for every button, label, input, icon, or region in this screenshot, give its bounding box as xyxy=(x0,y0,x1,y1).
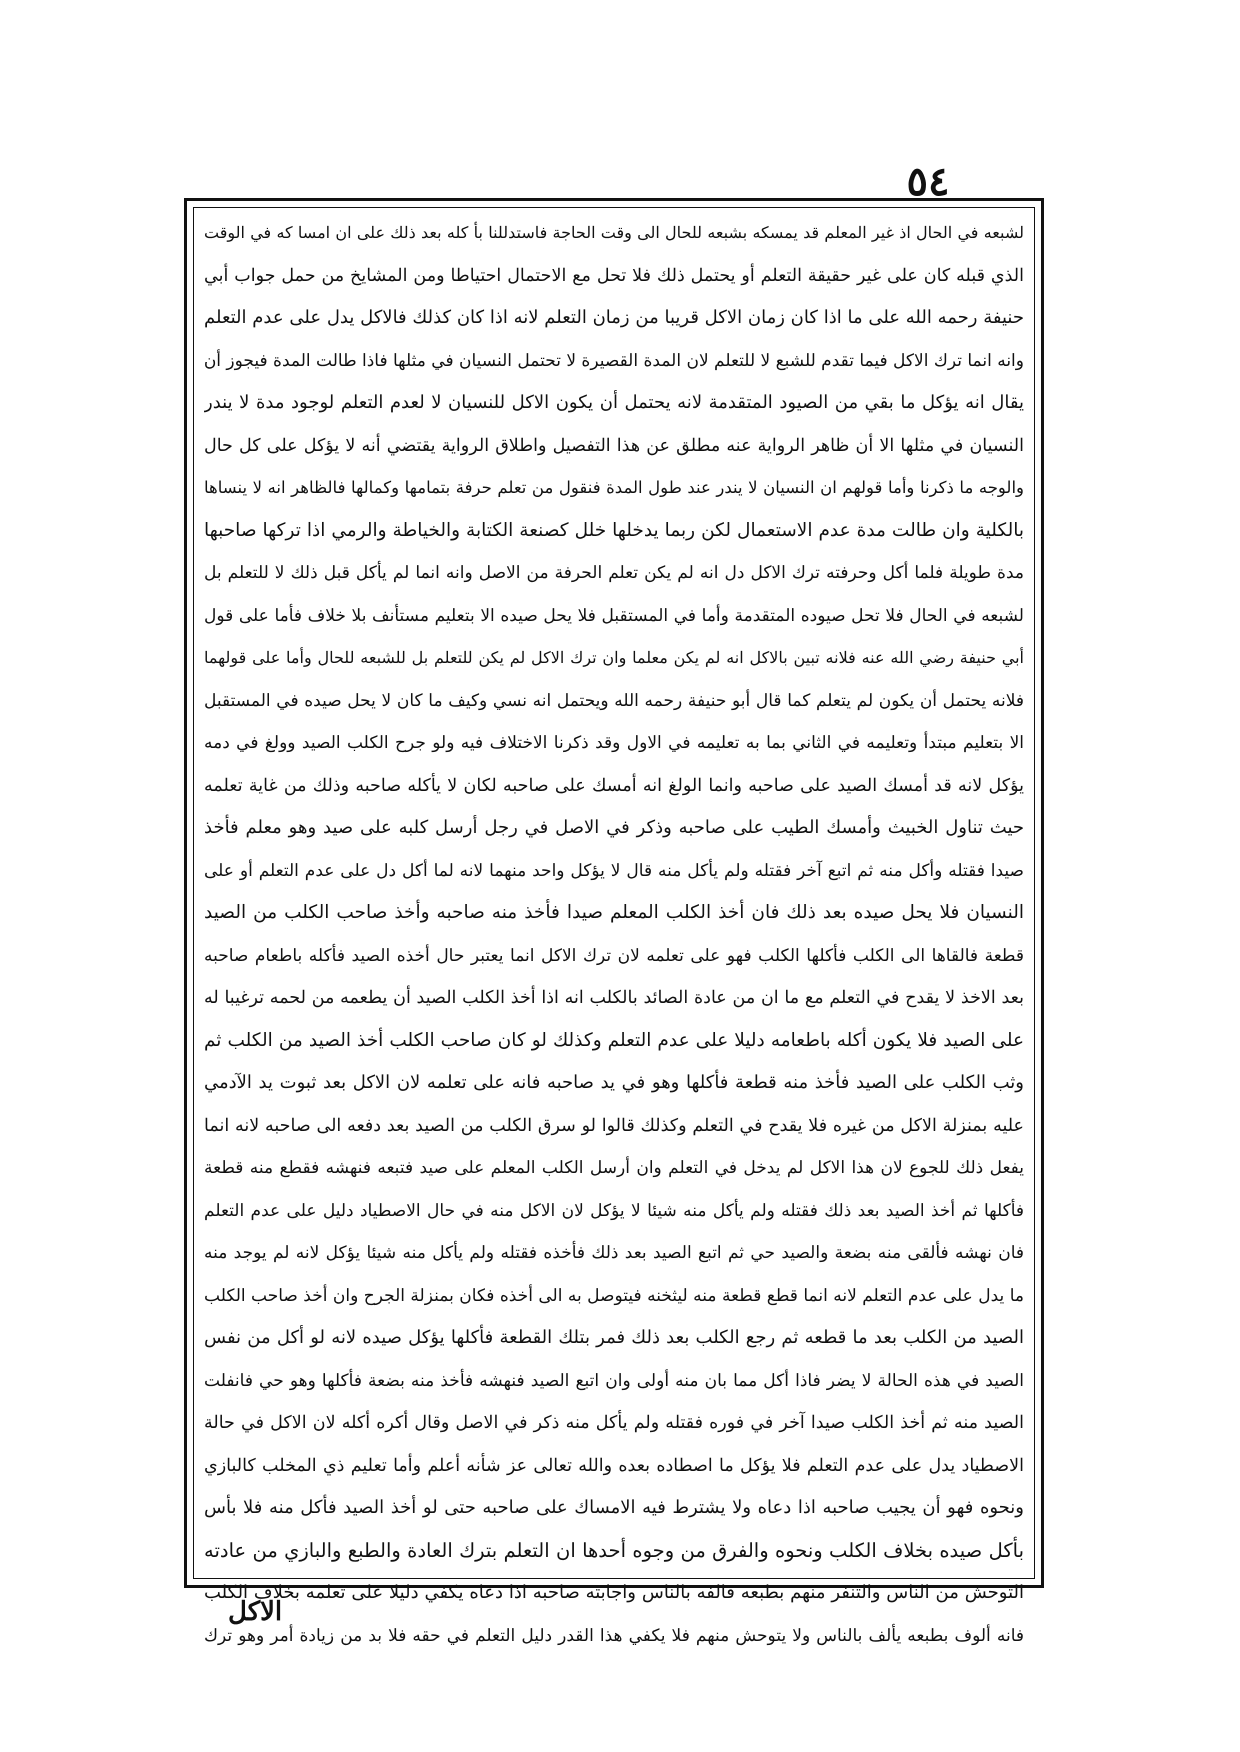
text-line: فأكلها ثم أخذ الصيد بعد ذلك فقتله ولم يأكل منه شيئا لا يؤكل لان الاكل منه في حال الاصطياد دليل على عدم التعلم xyxy=(204,1200,1024,1221)
text-line: بأكل صيده بخلاف الكلب ونحوه والفرق من وجوه أحدها ان التعلم بترك العادة والطبع والبازي من عادته xyxy=(204,1538,1024,1562)
text-line: الصيد من الكلب بعد ما قطعه ثم رجع الكلب بعد ذلك فمر بتلك القطعة فأكلها يؤكل صيده لانه لو أكل من نفس xyxy=(204,1327,1024,1348)
page-frame xyxy=(184,198,1044,1646)
text-line: يفعل ذلك للجوع لان هذا الاكل لم يدخل في التعلم وان أرسل الكلب المعلم على صيد فتبعه فنهشه فقطع منه قطعة xyxy=(204,1158,1024,1178)
text-line: فان نهشه فألقى منه بضعة والصيد حي ثم اتبع الصيد بعد ذلك فأخذه فقتله ولم يأكل منه شيئا يؤكل لانه لم يوجد منه xyxy=(204,1243,1024,1263)
text-line: فانه ألوف بطبعه يألف بالناس ولا يتوحش منهم فلا يكفي هذا القدر دليل التعلم في حقه فلا بد من زيادة أمر وهو ترك xyxy=(204,1625,1024,1646)
text-line: الصيد في هذه الحالة لا يضر فاذا أكل مما بان منه أولى وان اتبع الصيد فنهشه فأخذ منه بضعة فأكلها وهو حي فانفلت xyxy=(204,1370,1024,1391)
text-line: التوحش من الناس والتنفر منهم بطبعه فالفه بالناس واجابته صاحبه اذا دعاه يكفي دليلا على تعلمه بخلاف الكلب xyxy=(204,1582,1024,1603)
text-line: يؤكل لانه قد أمسك الصيد على صاحبه وانما الولغ انه أمسك على صاحبه لكان لا يأكله صاحبه وذلك من غاية تعلمه xyxy=(204,775,1024,796)
text-line: يقال انه يؤكل ما بقي من الصيود المتقدمة لانه يحتمل أن يكون الاكل للنسيان لا لعدم التعلم لوجود مدة لا يندر xyxy=(204,392,1024,413)
text-line: أبي حنيفة رضي الله عنه فلانه تبين بالاكل انه لم يكن معلما وان ترك الاكل لم يكن للتعلم بل للشبعه للحال وأما على قولهما xyxy=(204,648,1024,667)
catchword: الاكل xyxy=(228,1597,283,1627)
text-line: الا بتعليم مبتدأ وتعليمه في الثاني بما به تعليمه في الاول وقد ذكرنا الاختلاف فيه ولو جرح الكلب الصيد وولغ في دمه xyxy=(204,733,1024,753)
text-line: مدة طويلة فلما أكل وحرفته ترك الاكل دل انه لم يكن تعلم الحرفة من الاصل وانه انما لم يأكل قبل ذلك لا للتعلم بل xyxy=(204,563,1024,583)
text-line: والوجه ما ذكرنا وأما قولهم ان النسيان لا يندر عند طول المدة فنقول من تعلم حرفة بتمامها وكمالها فالظاهر انه لا ينساها xyxy=(204,478,1024,497)
text-line: بالكلية وان طالت مدة عدم الاستعمال لكن ربما يدخلها خلل كصنعة الكتابة والخياطة والرمي اذا تركها صاحبها xyxy=(204,519,1024,541)
text-line: فلانه يحتمل أن يكون لم يتعلم كما قال أبو حنيفة رحمه الله ويحتمل انه نسي وكيف ما كان لا يحل صيده في المستقبل xyxy=(204,690,1024,711)
text-line: بعد الاخذ لا يقدح في التعلم مع ما ان من عادة الصائد بالكلب انه اذا أخذ الكلب الصيد أن يطعمه من لحمه ترغيبا له xyxy=(204,988,1024,1008)
text-line: النسيان فلا يحل صيده بعد ذلك فان أخذ الكلب المعلم صيدا فأخذ منه صاحبه وأخذ صاحب الكلب من الصيد xyxy=(204,902,1024,923)
text-line: لشبعه في الحال فلا تحل صيوده المتقدمة وأما في المستقبل فلا يحل صيده الا بتعليم مستأنف بلا خلاف فأما على قول xyxy=(204,605,1024,626)
text-line: حنيفة رحمه الله على ما اذا كان زمان الاكل قريبا من زمان التعلم لانه اذا كان كذلك فالاكل يدل على عدم التعلم xyxy=(204,307,1024,328)
text-line: وثب الكلب على الصيد فأخذ منه قطعة فأكلها وهو في يد صاحبه فانه على تعلمه لان الاكل بعد ثبوت يد الآدمي xyxy=(204,1072,1024,1093)
text-line: حيث تناول الخبيث وأمسك الطيب على صاحبه وذكر في الاصل في رجل أرسل كلبه على صيد وهو معلم فأخذ xyxy=(204,817,1024,838)
text-line: صيدا فقتله وأكل منه ثم اتبع آخر فقتله ولم يأكل منه قال لا يؤكل واحد منهما لانه لما أكل دل على عدم التعلم أو على xyxy=(204,860,1024,881)
text-line: على الصيد فلا يكون أكله باطعامه دليلا على عدم التعلم وكذلك لو كان صاحب الكلب أخذ الصيد من الكلب ثم xyxy=(204,1029,1024,1051)
text-line: الصيد منه ثم أخذ الكلب صيدا آخر في فوره فقتله ولم يأكل منه ذكر في الاصل وقال أكره أكله لان الاكل في حالة xyxy=(204,1413,1024,1433)
text-line: الذي قبله كان على غير حقيقة التعلم أو يحتمل ذلك فلا تحل مع الاحتمال احتياطا ومن المشايخ من حمل جواب أبي xyxy=(204,265,1024,286)
text-line: وانه انما ترك الاكل فيما تقدم للشبع لا للتعلم لان المدة القصيرة لا تحتمل النسيان في مثلها فاذا طالت المدة فيجوز أن xyxy=(204,350,1024,371)
text-line: عليه بمنزلة الاكل من غيره فلا يقدح في التعلم وكذلك قالوا لو سرق الكلب من الصيد بعد دفعه الى صاحبه لانه انما xyxy=(204,1115,1024,1136)
text-line: النسيان في مثلها الا أن ظاهر الرواية عنه مطلق عن هذا التفصيل واطلاق الرواية يقتضي أنه لا يؤكل على كل حال xyxy=(204,435,1024,456)
text-line: الاصطياد يدل على عدم التعلم فلا يؤكل ما اصطاده بعده والله تعالى عز شأنه أعلم وأما تعليم ذي المخلب كالبازي xyxy=(204,1455,1024,1476)
text-line: قطعة فالقاها الى الكلب فأكلها الكلب فهو على تعلمه لان ترك الاكل انما يعتبر حال أخذه الصيد فأكله باطعام صاحبه xyxy=(204,945,1024,966)
text-line: لشبعه في الحال اذ غير المعلم قد يمسكه بشبعه للحال الى وقت الحاجة فاستدللنا بأ كله بعد ذلك على ان امسا كه في الوقت xyxy=(204,223,1024,242)
text-line: ونحوه فهو أن يجيب صاحبه اذا دعاه ولا يشترط فيه الامساك على صاحبه حتى لو أخذ الصيد فأكل منه فلا بأس xyxy=(204,1497,1024,1518)
body-text xyxy=(204,212,1024,1646)
page-number: ٥٤ xyxy=(906,158,950,205)
page-frame-inner-rule xyxy=(193,207,1035,1646)
text-line: ما يدل على عدم التعلم لانه انما قطع قطعة منه ليثخنه فيتوصل به الى أخذه فكان بمنزلة الجرح وان أخذ صاحب الكلب xyxy=(204,1285,1024,1306)
